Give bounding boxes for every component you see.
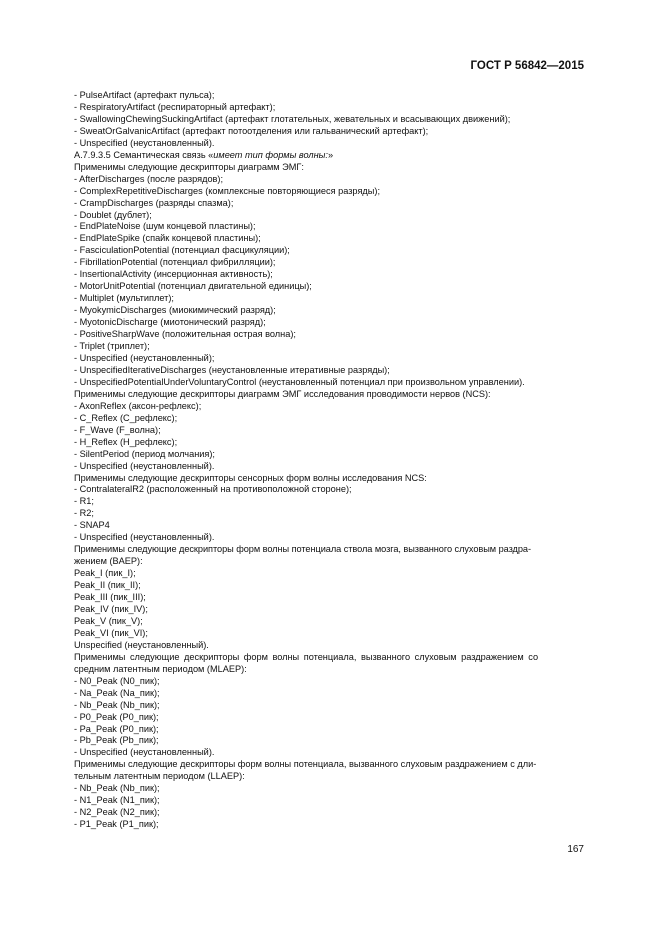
list-item: - MyokymicDischarges (миокимический разряд); [74, 305, 276, 316]
list-item: - RespiratoryArtifact (респираторный артефакт); [74, 101, 276, 112]
list-item: - AxonReflex (аксон-рефлекс); [74, 400, 202, 411]
paragraph: Применимы следующие дескрипторы диаграмм ЭМГ: [74, 161, 304, 172]
paragraph: Применимы следующие дескрипторы сенсорных форм волны исследования NCS: [74, 472, 427, 483]
list-item: - Unspecified (неустановленный). [74, 137, 215, 148]
section-heading [74, 150, 586, 162]
paragraph: Применимы следующие дескрипторы форм волны потенциала ствола мозга, вызванного слуховым раздра- [74, 544, 531, 555]
list-item: - P1_Peak (P1_пик); [74, 819, 159, 830]
list-item: - SwallowingChewingSuckingArtifact (артефакт глотательных, жевательных и всасывающих движений); [74, 113, 511, 124]
list-item: - InsertionalActivity (инсерционная активность); [74, 269, 273, 280]
list-item: - R2; [74, 508, 94, 519]
list-item: - ContralateralR2 (расположенный на противоположной стороне); [74, 484, 352, 495]
list-item: - Na_Peak (Na_пик); [74, 687, 160, 698]
list-item: - Nb_Peak (Nb_пик); [74, 783, 160, 794]
section-heading-italic: имеет тип формы волны: [213, 149, 328, 160]
paragraph: Применимы следующие дескрипторы диаграмм ЭМГ исследования проводимости нервов (NCS): [74, 388, 491, 399]
list-item: - H_Reflex (Н_рефлекс); [74, 436, 178, 447]
list-item: - EndPlateSpike (спайк концевой пластины); [74, 233, 261, 244]
list-item: - C_Reflex (С_рефлекс); [74, 412, 178, 423]
list-item: - Unspecified (неустановленный); [74, 352, 215, 363]
list-item: - PositiveSharpWave (положительная острая волна); [74, 329, 296, 340]
list-item: - N2_Peak (N2_пик); [74, 807, 160, 818]
paragraph-continuation: средним латентным периодом (MLAEP): [74, 663, 247, 674]
list-item: - FibrillationPotential (потенциал фибрилляции); [74, 257, 276, 268]
list-item: Peak_VI (пик_VI); [74, 627, 148, 638]
list-item: Peak_I (пик_I); [74, 568, 136, 579]
document-header [0, 60, 584, 72]
list-item: - UnspecifiedPotentialUnderVoluntaryControl (неустановленный потенциал при произвольном управлении). [74, 376, 525, 387]
list-item: - Pa_Peak (P0_пик); [74, 723, 159, 734]
page-number: 167 [567, 844, 584, 855]
paragraph-continuation: жением (BAEP): [74, 556, 143, 567]
list-item: - EndPlateNoise (шум концевой пластины); [74, 221, 256, 232]
list-item: - Doublet (дублет); [74, 209, 152, 220]
list-item: - SNAP4 [74, 520, 110, 531]
section-heading-text: A.7.9.3.5 Семантическая связь « [74, 149, 214, 160]
paragraph: Применимы следующие дескрипторы форм волны потенциала, вызванного слуховым раздражением со [74, 651, 539, 662]
list-item: Unspecified (неустановленный). [74, 639, 209, 650]
list-item: - Unspecified (неустановленный). [74, 460, 215, 471]
section-heading-close: » [327, 149, 334, 160]
list-item: - Pb_Peak (Pb_пик); [74, 735, 159, 746]
list-item: - ComplexRepetitiveDischarges (комплексные повторяющиеся разряды); [74, 185, 380, 196]
document-body [74, 90, 586, 831]
list-item: - R1; [74, 496, 94, 507]
list-item: Peak_III (пик_III); [74, 592, 146, 603]
list-item: - UnspecifiedIterativeDischarges (неустановленные итеративные разряды); [74, 364, 390, 375]
list-item: - N1_Peak (N1_пик); [74, 795, 160, 806]
list-item: - CrampDischarges (разряды спазма); [74, 197, 234, 208]
list-item: Peak_IV (пик_IV); [74, 603, 148, 614]
list-item: - SilentPeriod (период молчания); [74, 448, 215, 459]
list-item: - MotorUnitPotential (потенциал двигательной единицы); [74, 281, 312, 292]
list-item: - P0_Peak (P0_пик); [74, 711, 159, 722]
standard-number: ГОСТ Р 56842—2015 [470, 60, 584, 72]
list-item: - Triplet (триплет); [74, 341, 150, 352]
list-item: - N0_Peak (N0_пик); [74, 675, 160, 686]
list-item: - FasciculationPotential (потенциал фасцикуляции); [74, 245, 290, 256]
list-item: - AfterDischarges (после разрядов); [74, 173, 224, 184]
list-item: - SweatOrGalvanicArtifact (артефакт потоотделения или гальванический артефакт); [74, 125, 429, 136]
list-item: Peak_V (пик_V); [74, 615, 143, 626]
list-item: - MyotonicDischarge (миотонический разряд); [74, 317, 266, 328]
paragraph-continuation: тельным латентным периодом (LLAEP): [74, 771, 245, 782]
list-item: - Nb_Peak (Nb_пик); [74, 699, 160, 710]
list-item: - PulseArtifact (артефакт пульса); [74, 90, 215, 100]
list-item: - Multiplet (мультиплет); [74, 293, 174, 304]
list-item: - Unspecified (неустановленный). [74, 532, 215, 543]
list-item: Peak_II (пик_II); [74, 580, 141, 591]
paragraph: Применимы следующие дескрипторы форм волны потенциала, вызванного слуховым раздражением с дли- [74, 759, 537, 770]
list-item: - Unspecified (неустановленный). [74, 747, 215, 758]
list-item: - F_Wave (F_волна); [74, 424, 161, 435]
